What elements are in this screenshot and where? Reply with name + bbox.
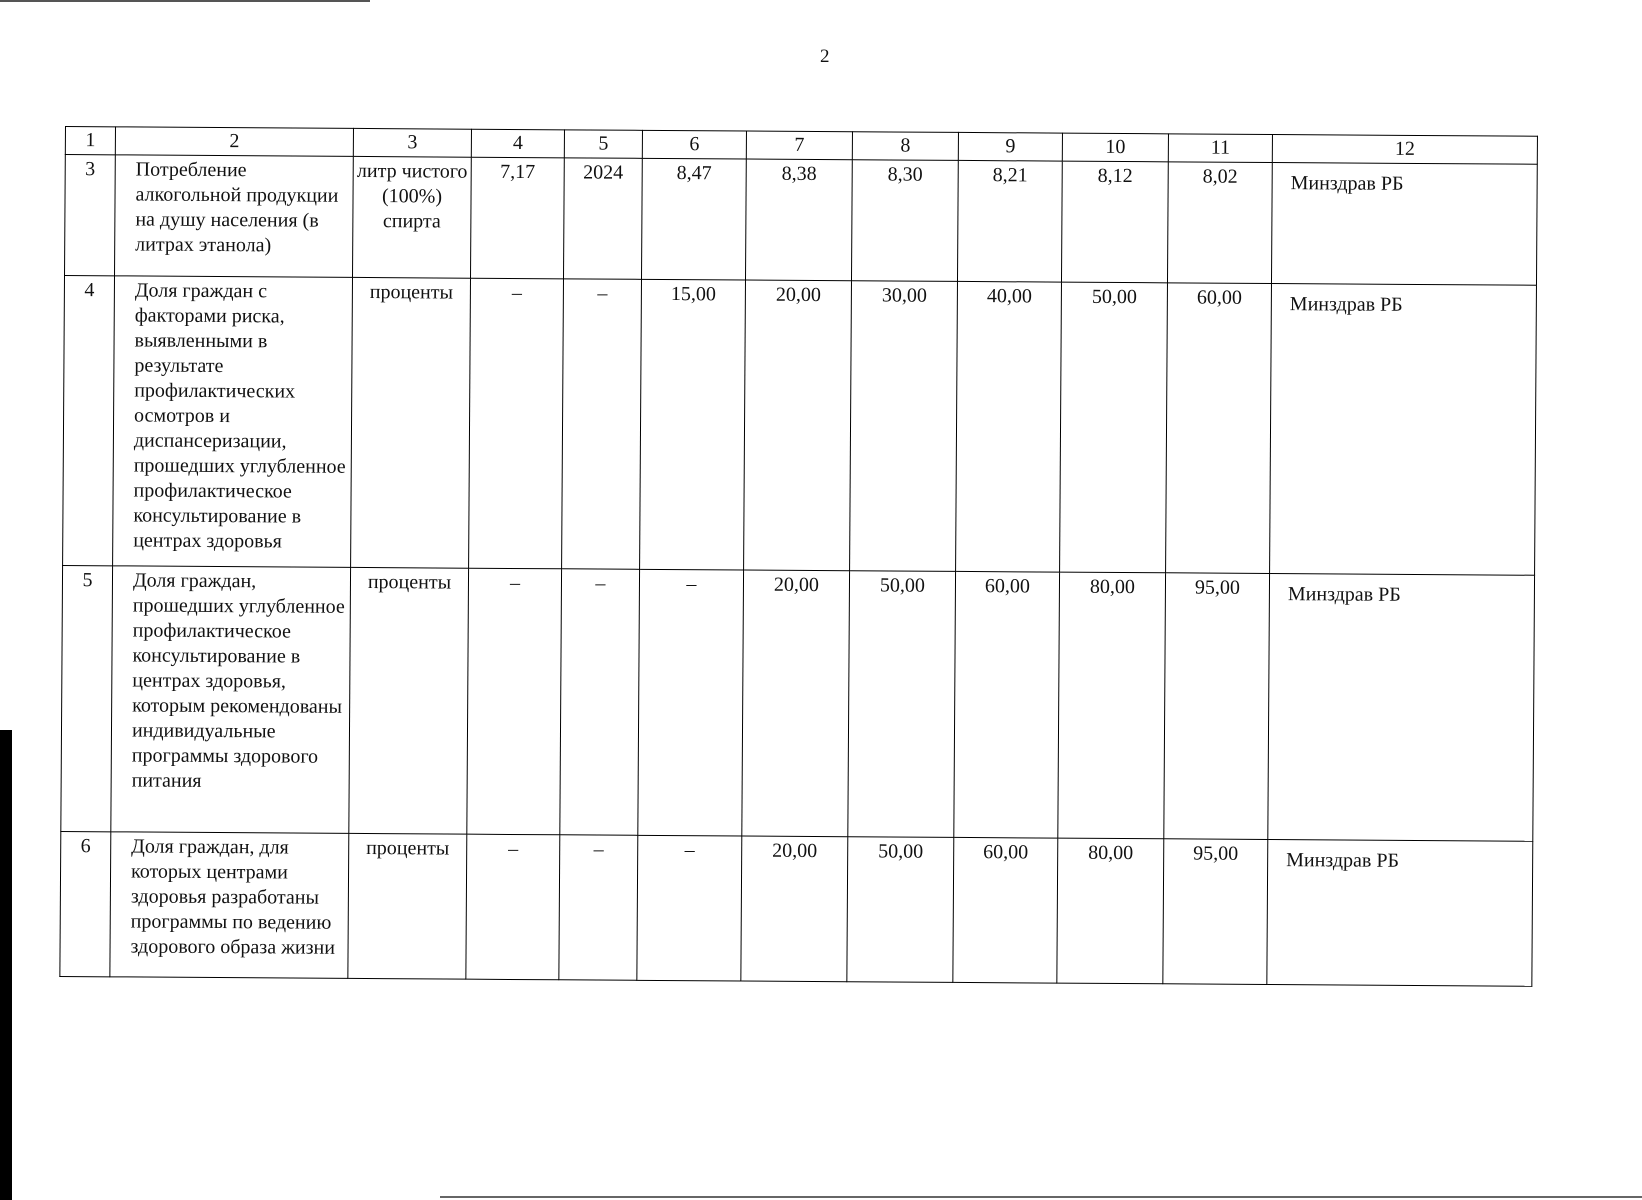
indicator-name: Доля граждан с факторами риска, выявленными в результате профилактических осмотров и диспансеризации, прошедших углубленное профилактическое консультирование в центрах здоровья [113,276,353,568]
header-cell: 12 [1272,135,1537,165]
value-cell: – [562,279,642,570]
value-cell: 80,00 [1058,572,1166,839]
value-cell: – [469,278,564,569]
row-number: 4 [63,276,115,566]
value-cell: 80,00 [1057,838,1164,984]
scan-edge-bottom [440,1196,1642,1198]
value-cell: 15,00 [640,279,746,570]
indicator-table [59,126,1538,987]
indicator-table-wrapper [59,126,1538,987]
value-cell: – [637,835,742,981]
table-row [60,831,1533,986]
indicator-name: Потребление алкогольной продукции на душу населения (в литрах этанола) [115,155,354,278]
header-cell: 1 [65,127,115,155]
responsible-org: Минздрав РБ [1270,284,1537,576]
value-cell: – [467,568,562,835]
responsible-org: Минздрав РБ [1271,163,1537,286]
value-cell: 8,02 [1167,162,1272,284]
unit: проценты [348,833,467,979]
value-cell: 95,00 [1163,839,1268,985]
header-cell: 3 [353,128,471,157]
value-cell: 8,30 [851,160,958,282]
row-number: 5 [61,565,113,831]
unit: проценты [349,567,469,834]
value-cell: 60,00 [1166,283,1272,574]
responsible-org: Минздрав РБ [1268,573,1535,841]
value-cell: 40,00 [956,281,1062,572]
header-cell: 6 [642,130,746,159]
header-cell: 5 [564,130,642,159]
row-number: 6 [60,831,111,976]
value-cell: 50,00 [1060,282,1168,573]
unit: проценты [351,277,471,568]
value-cell: 30,00 [850,281,958,572]
value-cell: 95,00 [1164,573,1270,840]
value-cell: 50,00 [847,837,954,983]
header-cell: 2 [115,127,353,157]
header-cell: 4 [471,129,564,158]
scan-edge-top [0,0,370,2]
value-cell: 8,12 [1061,161,1168,283]
value-cell: 8,38 [745,159,852,281]
value-cell: 2024 [563,158,642,280]
value-cell: 20,00 [742,570,850,837]
value-cell: – [466,834,560,980]
value-cell: 20,00 [741,836,848,982]
value-cell: 8,21 [957,160,1062,282]
value-cell: 20,00 [744,280,852,571]
value-cell: 60,00 [954,571,1060,838]
scan-edge-left [0,730,12,1200]
value-cell: 8,47 [641,158,746,280]
value-cell: 60,00 [953,837,1058,983]
header-cell: 9 [958,132,1062,161]
value-cell: – [559,835,638,981]
header-cell: 10 [1062,133,1168,162]
value-cell: 50,00 [848,571,956,838]
value-cell: 7,17 [470,157,564,279]
indicator-name: Доля граждан, для которых центрами здоровья разработаны программы по ведению здорового образа жизни [110,832,349,979]
unit: литр чистого (100%) спирта [353,156,472,278]
indicator-name: Доля граждан, прошедших углубленное профилактическое консультирование в центрах здоровья, которым рекомендованы индивидуальные программы здорового питания [111,566,351,834]
table-row [61,565,1535,841]
value-cell: – [560,569,640,836]
value-cell: – [638,569,744,836]
header-cell: 8 [852,132,958,161]
header-cell: 11 [1168,134,1272,163]
page-number: 2 [820,46,830,67]
table-row [63,276,1537,576]
header-cell: 7 [746,131,852,160]
row-number: 3 [65,155,116,276]
table-row [65,155,1538,286]
responsible-org: Минздрав РБ [1267,839,1533,986]
